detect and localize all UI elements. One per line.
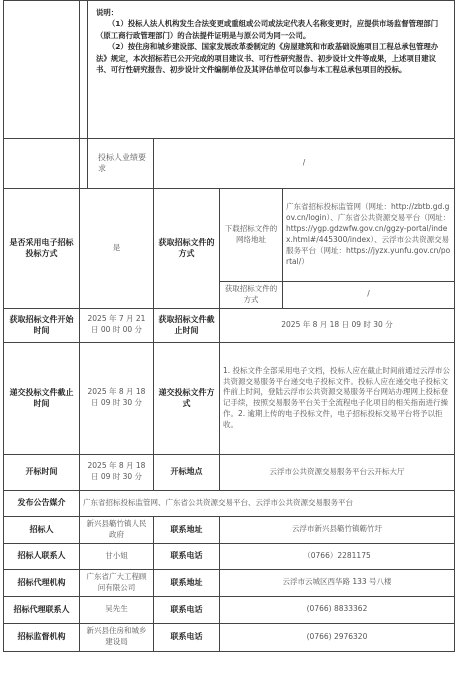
download-address-label: 下载招标文件的网络地址 — [220, 189, 283, 282]
obtain-method-sub-value: / — [283, 282, 455, 309]
agency-phone-label: 联系电话 — [154, 596, 220, 623]
agency-label: 招标代理机构 — [4, 569, 80, 596]
agency-address-label: 联系地址 — [154, 569, 220, 596]
agency-contact-label: 招标代理联系人 — [4, 596, 80, 623]
media-value: 广东省招标投标监管网、广东省公共资源交易平台、云浮市公共资源交易服务平台 — [80, 490, 455, 516]
perf-left-blank-2 — [80, 139, 88, 189]
download-address-value: 广东省招标投标监管网（网址：http://zbtb.gd.gov.cn/login）、广东省公共资源交易平台（网址：https://ygp.gdzwfw.gov.cn/ggzy-portal/index.html#/445300/index）、云浮市公共资源交易服务平台（网址：https://jyzx.yunfu.gov.cn/portal/） — [283, 189, 455, 282]
note-left-blank — [4, 1, 80, 139]
obtain-start-label: 获取招标文件开始时间 — [4, 308, 80, 342]
supervisor-phone-label: 联系电话 — [154, 623, 220, 651]
note-paragraph-2: （2）按住房和城乡建设部、国家发展改革委制定的《房屋建筑和市政基础设施项目工程总承包管理办法》规定，本次招标若已公开完成的项目建议书、可行性研究报告、初步设计文件等成果，上述项目建议书、可行性研究报告、初步设计文件编制单位及其评估单位可以参与本工程总承包项目的投标。 — [96, 42, 439, 75]
note-cell — [88, 1, 455, 139]
agency-address-value: 云浮市云城区西华路 133 号八楼 — [220, 569, 455, 596]
supervisor-label: 招标监督机构 — [4, 623, 80, 651]
electronic-bidding-row — [4, 189, 455, 282]
opening-time-label: 开标时间 — [4, 454, 80, 490]
obtain-method-sub-label: 获取招标文件的方式 — [220, 282, 283, 309]
bidder-performance-label: 投标人业绩要求 — [88, 139, 154, 189]
electronic-bidding-value: 是 — [80, 189, 154, 309]
agency-value: 广东省广大工程顾问有限公司 — [80, 569, 154, 596]
opening-place-value: 云浮市公共资源交易服务平台云开标大厅 — [220, 454, 455, 490]
note-row — [4, 1, 455, 139]
obtain-time-row — [4, 308, 455, 342]
note-paragraph-1: （1）投标人法人机构发生合法变更或重组或公司或法定代表人名称变更时，应提供市场监督管理部门（原工商行政管理部门）的合法提件证明是与原公司为同一公司。 — [96, 19, 439, 40]
agency-contact-row — [4, 596, 455, 623]
opening-row — [4, 454, 455, 490]
submission-deadline-value: 2025 年 8 月 18 日 09 时 30 分 — [80, 342, 154, 454]
tenderer-contact-value: 甘小姐 — [80, 543, 154, 569]
submission-method-value: 1. 投标文件全部采用电子文档，投标人应在截止时间前通过云浮市公共资源交易服务平台递交电子投标文件。投标人应在递交电子投标文件前上时间，登陆云浮市公共资源交易服务平台网站办理网上投标登记手续，按照交易服务平台关于全流程电子化项目的相关指南进行操作。2. 逾期上传的电子投标文件，电子招标投标交易平台将予以拒收。 — [220, 342, 455, 454]
obtain-start-value: 2025 年 7 月 21 日 00 时 00 分 — [80, 308, 154, 342]
note-left-blank-2 — [80, 1, 88, 139]
submission-deadline-label: 递交投标文件截止时间 — [4, 342, 80, 454]
electronic-bidding-label: 是否采用电子招标投标方式 — [4, 189, 80, 309]
agency-phone-value: (0766) 8833362 — [220, 596, 455, 623]
tenderer-value: 新兴县簕竹镇人民政府 — [80, 516, 154, 543]
tenderer-contact-row — [4, 543, 455, 569]
tenderer-address-label: 联系地址 — [154, 516, 220, 543]
tenderer-row — [4, 516, 455, 543]
agency-row — [4, 569, 455, 596]
tenderer-phone-value: （0766）2281175 — [220, 543, 455, 569]
opening-time-value: 2025 年 8 月 18 日 09 时 30 分 — [80, 454, 154, 490]
obtain-end-label: 获取招标文件截止时间 — [154, 308, 220, 342]
bidder-performance-value: / — [154, 139, 455, 189]
media-row — [4, 490, 455, 516]
agency-contact-value: 吴先生 — [80, 596, 154, 623]
submission-row — [4, 342, 455, 454]
tenderer-phone-label: 联系电话 — [154, 543, 220, 569]
tenderer-label: 招标人 — [4, 516, 80, 543]
perf-left-blank — [4, 139, 80, 189]
submission-method-label: 递交投标文件方式 — [154, 342, 220, 454]
obtain-method-label: 获取招标文件的方式 — [154, 189, 220, 309]
supervisor-row — [4, 623, 455, 651]
tenderer-address-value: 云浮市新兴县簕竹镇簕竹圩 — [220, 516, 455, 543]
obtain-end-value: 2025 年 8 月 18 日 09 时 30 分 — [220, 308, 455, 342]
bidder-performance-row — [4, 139, 455, 189]
tenderer-contact-label: 招标人联系人 — [4, 543, 80, 569]
media-label: 发布公告媒介 — [4, 490, 80, 516]
tender-info-table — [3, 0, 455, 652]
supervisor-phone-value: (0766) 2976320 — [220, 623, 455, 651]
opening-place-label: 开标地点 — [154, 454, 220, 490]
note-heading: 说明： — [96, 8, 119, 17]
supervisor-value: 新兴县住房和城乡建设局 — [80, 623, 154, 651]
